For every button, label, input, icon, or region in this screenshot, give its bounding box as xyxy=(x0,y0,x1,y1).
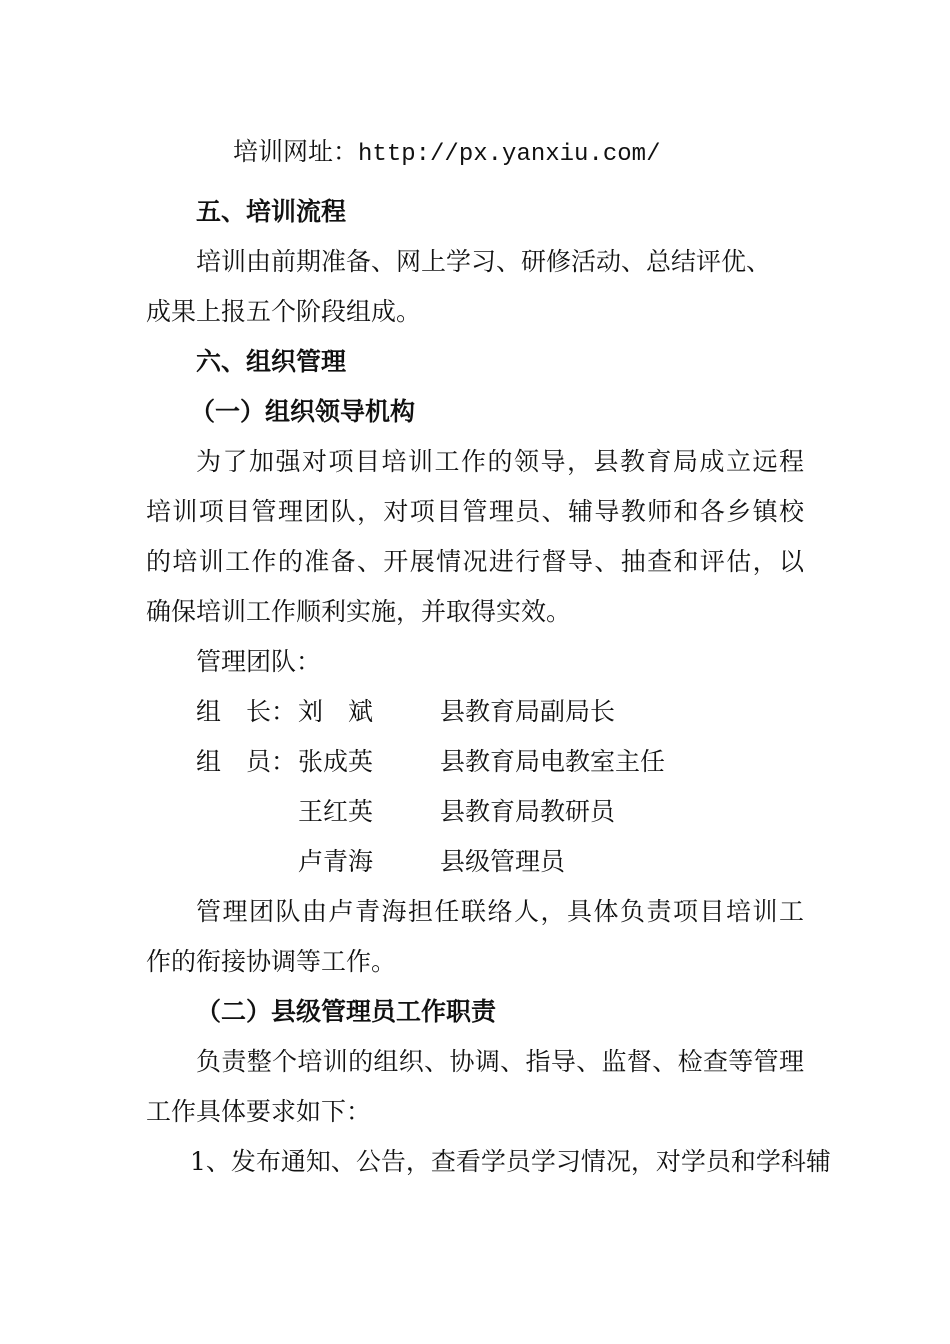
url-label: 培训网址： xyxy=(233,137,359,166)
team-title: 县教育局副局长 xyxy=(440,697,616,726)
section6-heading: 六、组织管理 xyxy=(196,347,347,376)
section5-heading: 五、培训流程 xyxy=(196,197,347,226)
section5-para-line-2: 成果上报五个阶段组成。 xyxy=(146,297,422,326)
sub2-item-1: 1、发布通知、公告，查看学员学习情况，对学员和学科辅 xyxy=(190,1147,831,1176)
sub1-para2-line-1: 管理团队由卢青海担任联络人，具体负责项目培训工 xyxy=(196,897,804,926)
team-label: 管理团队： xyxy=(196,647,322,676)
url-line xyxy=(233,137,660,170)
team-name: 刘 斌 xyxy=(298,697,374,726)
sub1-para-line-4: 确保培训工作顺利实施，并取得实效。 xyxy=(146,597,572,626)
sub1-para2-line-2: 作的衔接协调等工作。 xyxy=(146,947,397,976)
team-title: 县级管理员 xyxy=(440,847,566,876)
sub1-para-line-1: 为了加强对项目培训工作的领导，县教育局成立远程 xyxy=(196,447,804,476)
sub2-para-line-1: 负责整个培训的组织、协调、指导、监督、检查等管理 xyxy=(196,1047,804,1076)
sub2-para-line-2: 工作具体要求如下： xyxy=(146,1097,372,1126)
team-title: 县教育局电教室主任 xyxy=(440,747,666,776)
team-name: 张成英 xyxy=(298,747,374,776)
section5-para-line-1: 培训由前期准备、网上学习、研修活动、总结评优、 xyxy=(196,247,772,276)
training-url[interactable]: http://px.yanxiu.com/ xyxy=(358,141,661,168)
sub1-para-line-3: 的培训工作的准备、开展情况进行督导、抽查和评估，以 xyxy=(146,547,804,576)
team-title: 县教育局教研员 xyxy=(440,797,616,826)
sub1-heading: （一）组织领导机构 xyxy=(190,397,416,426)
team-name: 卢青海 xyxy=(298,847,374,876)
sub1-para-line-2: 培训项目管理团队，对项目管理员、辅导教师和各乡镇校 xyxy=(146,497,804,526)
team-role: 组 长： xyxy=(196,697,297,726)
team-name: 王红英 xyxy=(298,797,374,826)
sub2-heading: （二）县级管理员工作职责 xyxy=(196,997,497,1026)
team-role: 组 员： xyxy=(196,747,297,776)
